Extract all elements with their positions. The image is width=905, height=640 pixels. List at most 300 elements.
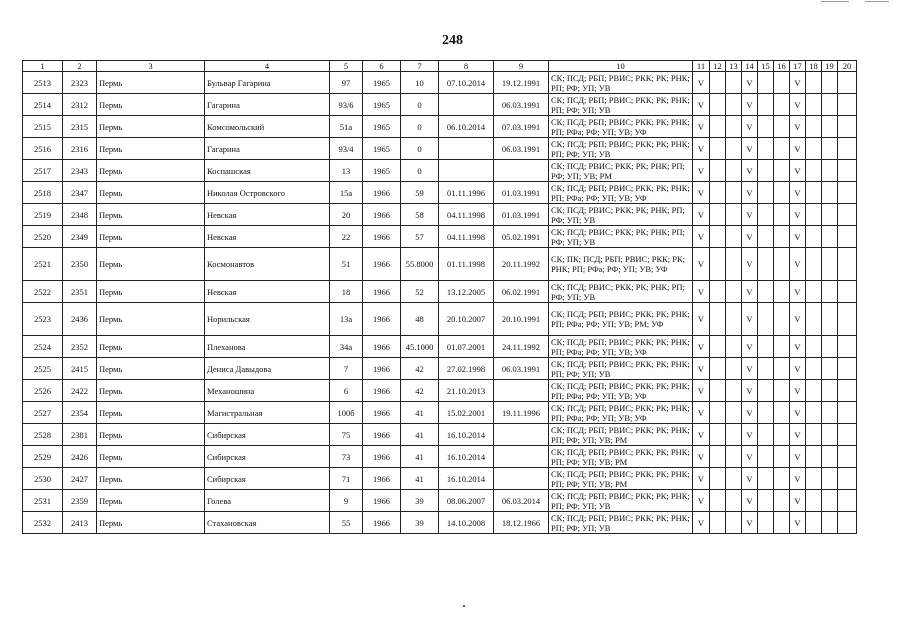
mark-cell-col-18 [806,248,822,281]
row-number-cell: 2529 [23,446,63,468]
table-row [23,72,857,94]
works-list-cell: СК; ПК; ПСД; РБП; РВИС; РКК; РК; РНК; РП; РФа; РФ; УП; УВ; УФ [549,248,693,281]
house-number-cell: 7 [330,358,363,380]
date-1-cell: 04.11.1998 [439,226,494,248]
mark-cell-col-17: V [790,446,806,468]
row-number-cell: 2528 [23,424,63,446]
mark-cell-col-17: V [790,336,806,358]
mark-cell-col-11: V [693,490,710,512]
date-2-cell: 07.03.1991 [494,116,549,138]
mark-cell-col-14: V [742,248,758,281]
mark-cell-col-20 [838,402,857,424]
mark-cell-col-14: V [742,182,758,204]
mark-cell-col-13 [726,490,742,512]
mark-cell-col-18 [806,303,822,336]
mark-cell-col-12 [710,72,726,94]
mark-cell-col-16 [774,248,790,281]
build-year-cell: 1965 [363,138,401,160]
object-id-cell: 2352 [63,336,97,358]
table-row [23,358,857,380]
mark-cell-col-14: V [742,424,758,446]
mark-cell-col-13 [726,160,742,182]
mark-cell-col-14: V [742,94,758,116]
mark-cell-col-14: V [742,402,758,424]
mark-cell-col-15 [758,512,774,534]
mark-cell-col-18 [806,72,822,94]
table-row [23,248,857,281]
mark-cell-col-15 [758,380,774,402]
mark-cell-col-13 [726,204,742,226]
mark-cell-col-17: V [790,138,806,160]
row-number-cell: 2517 [23,160,63,182]
table-row [23,94,857,116]
mark-cell-col-11: V [693,380,710,402]
table-row [23,424,857,446]
mark-cell-col-13 [726,446,742,468]
row-number-cell: 2525 [23,358,63,380]
mark-cell-col-11: V [693,248,710,281]
date-2-cell: 05.02.1991 [494,226,549,248]
row-number-cell: 2524 [23,336,63,358]
mark-cell-col-16 [774,468,790,490]
mark-cell-col-14: V [742,72,758,94]
works-list-cell: СК; ПСД; РБП; РВИС; РКК; РК; РНК; РП; РФ; УП; УВ; РМ [549,424,693,446]
mark-cell-col-19 [822,281,838,303]
object-id-cell: 2323 [63,72,97,94]
city-cell: Пермь [97,182,205,204]
house-number-cell: 13 [330,160,363,182]
mark-cell-col-15 [758,182,774,204]
mark-cell-col-18 [806,490,822,512]
city-cell: Пермь [97,303,205,336]
mark-cell-col-20 [838,512,857,534]
object-id-cell: 2315 [63,116,97,138]
mark-cell-col-18 [806,116,822,138]
mark-cell-col-20 [838,358,857,380]
wear-value-cell: 0 [401,138,439,160]
wear-value-cell: 0 [401,116,439,138]
mark-cell-col-13 [726,303,742,336]
wear-value-cell: 0 [401,94,439,116]
mark-cell-col-17: V [790,402,806,424]
column-header-1: 1 [23,61,63,72]
mark-cell-col-11: V [693,512,710,534]
mark-cell-col-16 [774,336,790,358]
city-cell: Пермь [97,94,205,116]
build-year-cell: 1966 [363,446,401,468]
city-cell: Пермь [97,160,205,182]
mark-cell-col-17: V [790,248,806,281]
mark-cell-col-17: V [790,490,806,512]
mark-cell-col-15 [758,468,774,490]
date-1-cell: 14.10.2008 [439,512,494,534]
street-cell: Механошина [205,380,330,402]
mark-cell-col-18 [806,512,822,534]
street-cell: Николая Островского [205,182,330,204]
house-number-cell: 93/6 [330,94,363,116]
mark-cell-col-17: V [790,226,806,248]
mark-cell-col-19 [822,94,838,116]
city-cell: Пермь [97,446,205,468]
date-1-cell: 20.10.2007 [439,303,494,336]
works-list-cell: СК; ПСД; РБП; РВИС; РКК; РК; РНК; РП; РФ; УП; УВ [549,72,693,94]
date-1-cell: 08.06.2007 [439,490,494,512]
build-year-cell: 1965 [363,94,401,116]
row-number-cell: 2532 [23,512,63,534]
wear-value-cell: 41 [401,446,439,468]
date-1-cell [439,160,494,182]
works-list-cell: СК; ПСД; РБП; РВИС; РКК; РК; РНК; РП; РФ; УП; УВ [549,512,693,534]
mark-cell-col-13 [726,226,742,248]
mark-cell-col-19 [822,116,838,138]
mark-cell-col-17: V [790,512,806,534]
works-list-cell: СК; ПСД; РБП; РВИС; РКК; РК; РНК; РП; РФ; УП; УВ [549,138,693,160]
column-header-20: 20 [838,61,857,72]
date-2-cell [494,446,549,468]
build-year-cell: 1966 [363,490,401,512]
column-header-2: 2 [63,61,97,72]
works-list-cell: СК; ПСД; РБП; РВИС; РКК; РК; РНК; РП; РФа; РФ; УП; УВ; РМ; УФ [549,303,693,336]
date-2-cell: 24.11.1992 [494,336,549,358]
mark-cell-col-11: V [693,160,710,182]
build-year-cell: 1965 [363,72,401,94]
house-number-cell: 13а [330,303,363,336]
works-list-cell: СК; ПСД; РБП; РВИС; РКК; РК; РНК; РП; РФ; УП; УВ [549,490,693,512]
mark-cell-col-12 [710,380,726,402]
table-row [23,116,857,138]
city-cell: Пермь [97,402,205,424]
mark-cell-col-11: V [693,226,710,248]
mark-cell-col-15 [758,303,774,336]
object-id-cell: 2350 [63,248,97,281]
mark-cell-col-13 [726,72,742,94]
column-header-15: 15 [758,61,774,72]
mark-cell-col-14: V [742,204,758,226]
mark-cell-col-11: V [693,402,710,424]
object-id-cell: 2343 [63,160,97,182]
house-number-cell: 71 [330,468,363,490]
house-number-cell: 73 [330,446,363,468]
mark-cell-col-19 [822,446,838,468]
mark-cell-col-18 [806,402,822,424]
date-2-cell: 20.11.1992 [494,248,549,281]
mark-cell-col-13 [726,380,742,402]
mark-cell-col-11: V [693,116,710,138]
row-number-cell: 2527 [23,402,63,424]
mark-cell-col-20 [838,72,857,94]
date-2-cell: 19.12.1991 [494,72,549,94]
house-number-cell: 20 [330,204,363,226]
scan-edge-mark [821,0,891,4]
mark-cell-col-12 [710,490,726,512]
mark-cell-col-12 [710,204,726,226]
row-number-cell: 2519 [23,204,63,226]
mark-cell-col-18 [806,226,822,248]
mark-cell-col-16 [774,72,790,94]
street-cell: Невская [205,281,330,303]
city-cell: Пермь [97,248,205,281]
date-2-cell: 06.03.1991 [494,94,549,116]
mark-cell-col-12 [710,358,726,380]
mark-cell-col-16 [774,94,790,116]
mark-cell-col-11: V [693,446,710,468]
mark-cell-col-20 [838,138,857,160]
mark-cell-col-19 [822,226,838,248]
object-id-cell: 2381 [63,424,97,446]
street-cell: Невская [205,226,330,248]
build-year-cell: 1966 [363,424,401,446]
mark-cell-col-16 [774,402,790,424]
mark-cell-col-15 [758,204,774,226]
page-number: 248 [442,33,463,48]
mark-cell-col-12 [710,160,726,182]
mark-cell-col-20 [838,204,857,226]
mark-cell-col-19 [822,138,838,160]
date-1-cell: 21.10.2013 [439,380,494,402]
city-cell: Пермь [97,72,205,94]
mark-cell-col-12 [710,138,726,160]
mark-cell-col-17: V [790,182,806,204]
column-header-18: 18 [806,61,822,72]
city-cell: Пермь [97,468,205,490]
mark-cell-col-16 [774,160,790,182]
mark-cell-col-20 [838,160,857,182]
mark-cell-col-15 [758,402,774,424]
street-cell: Стахановская [205,512,330,534]
mark-cell-col-13 [726,468,742,490]
date-2-cell: 20.10.1991 [494,303,549,336]
mark-cell-col-13 [726,358,742,380]
mark-cell-col-14: V [742,336,758,358]
works-list-cell: СК; ПСД; РБП; РВИС; РКК; РК; РНК; РП; РФ; УП; УВ; РМ [549,446,693,468]
row-number-cell: 2522 [23,281,63,303]
mark-cell-col-20 [838,424,857,446]
mark-cell-col-17: V [790,468,806,490]
build-year-cell: 1966 [363,182,401,204]
mark-cell-col-19 [822,490,838,512]
row-number-cell: 2518 [23,182,63,204]
mark-cell-col-11: V [693,336,710,358]
column-header-19: 19 [822,61,838,72]
mark-cell-col-19 [822,380,838,402]
date-2-cell: 06.03.1991 [494,358,549,380]
street-cell: Коспашская [205,160,330,182]
house-number-cell: 18 [330,281,363,303]
city-cell: Пермь [97,204,205,226]
wear-value-cell: 58 [401,204,439,226]
city-cell: Пермь [97,226,205,248]
mark-cell-col-13 [726,182,742,204]
object-id-cell: 2436 [63,303,97,336]
mark-cell-col-20 [838,281,857,303]
mark-cell-col-17: V [790,204,806,226]
house-number-cell: 51 [330,248,363,281]
column-header-3: 3 [97,61,205,72]
mark-cell-col-12 [710,303,726,336]
build-year-cell: 1966 [363,303,401,336]
wear-value-cell: 45.1000 [401,336,439,358]
mark-cell-col-19 [822,303,838,336]
house-number-cell: 9 [330,490,363,512]
table-row [23,490,857,512]
mark-cell-col-13 [726,512,742,534]
works-list-cell: СК; ПСД; РВИС; РКК; РК; РНК; РП; РФ; УП; УВ [549,204,693,226]
date-2-cell [494,424,549,446]
mark-cell-col-20 [838,468,857,490]
build-year-cell: 1966 [363,281,401,303]
mark-cell-col-11: V [693,204,710,226]
mark-cell-col-16 [774,358,790,380]
works-list-cell: СК; ПСД; РБП; РВИС; РКК; РК; РНК; РП; РФ; УП; УВ [549,358,693,380]
mark-cell-col-15 [758,226,774,248]
mark-cell-col-11: V [693,303,710,336]
date-1-cell [439,138,494,160]
mark-cell-col-18 [806,468,822,490]
object-id-cell: 2422 [63,380,97,402]
mark-cell-col-19 [822,204,838,226]
date-1-cell: 27.02.1998 [439,358,494,380]
house-number-cell: 22 [330,226,363,248]
wear-value-cell: 57 [401,226,439,248]
mark-cell-col-15 [758,446,774,468]
mark-cell-col-18 [806,160,822,182]
wear-value-cell: 41 [401,468,439,490]
mark-cell-col-19 [822,468,838,490]
mark-cell-col-18 [806,446,822,468]
mark-cell-col-11: V [693,94,710,116]
works-list-cell: СК; ПСД; РБП; РВИС; РКК; РК; РНК; РП; РФ; УП; УВ; РМ [549,468,693,490]
column-header-14: 14 [742,61,758,72]
mark-cell-col-11: V [693,182,710,204]
mark-cell-col-17: V [790,72,806,94]
register-table [22,60,857,534]
build-year-cell: 1966 [363,468,401,490]
mark-cell-col-19 [822,402,838,424]
mark-cell-col-19 [822,512,838,534]
mark-cell-col-19 [822,248,838,281]
mark-cell-col-18 [806,281,822,303]
mark-cell-col-12 [710,424,726,446]
date-2-cell: 01.03.1991 [494,182,549,204]
date-1-cell: 16.10.2014 [439,468,494,490]
works-list-cell: СК; ПСД; РБП; РВИС; РКК; РК; РНК; РП; РФа; РФ; УП; УВ; УФ [549,182,693,204]
mark-cell-col-18 [806,380,822,402]
object-id-cell: 2347 [63,182,97,204]
mark-cell-col-14: V [742,446,758,468]
table-row [23,204,857,226]
mark-cell-col-14: V [742,512,758,534]
house-number-cell: 15а [330,182,363,204]
mark-cell-col-11: V [693,138,710,160]
table-row [23,402,857,424]
date-2-cell [494,380,549,402]
street-cell: Голева [205,490,330,512]
mark-cell-col-16 [774,446,790,468]
date-2-cell: 06.03.2014 [494,490,549,512]
mark-cell-col-16 [774,303,790,336]
date-1-cell: 01.11.1996 [439,182,494,204]
mark-cell-col-14: V [742,281,758,303]
row-number-cell: 2514 [23,94,63,116]
wear-value-cell: 39 [401,512,439,534]
mark-cell-col-20 [838,182,857,204]
mark-cell-col-16 [774,204,790,226]
table-row [23,468,857,490]
city-cell: Пермь [97,336,205,358]
mark-cell-col-16 [774,116,790,138]
works-list-cell: СК; ПСД; РБП; РВИС; РКК; РК; РНК; РП; РФа; РФ; УП; УВ; УФ [549,380,693,402]
mark-cell-col-12 [710,512,726,534]
mark-cell-col-15 [758,94,774,116]
mark-cell-col-16 [774,226,790,248]
works-list-cell: СК; ПСД; РВИС; РКК; РК; РНК; РП; РФ; УП; УВ; РМ [549,160,693,182]
street-cell: Невская [205,204,330,226]
mark-cell-col-20 [838,303,857,336]
wear-value-cell: 41 [401,424,439,446]
mark-cell-col-12 [710,281,726,303]
mark-cell-col-15 [758,248,774,281]
mark-cell-col-14: V [742,490,758,512]
mark-cell-col-17: V [790,358,806,380]
column-header-8: 8 [439,61,494,72]
table-row [23,336,857,358]
mark-cell-col-20 [838,116,857,138]
mark-cell-col-16 [774,490,790,512]
row-number-cell: 2530 [23,468,63,490]
build-year-cell: 1966 [363,512,401,534]
table-row [23,512,857,534]
date-2-cell [494,160,549,182]
house-number-cell: 93/4 [330,138,363,160]
city-cell: Пермь [97,424,205,446]
mark-cell-col-15 [758,490,774,512]
street-cell: Дениса Давыдова [205,358,330,380]
mark-cell-col-11: V [693,424,710,446]
date-2-cell: 19.11.1996 [494,402,549,424]
mark-cell-col-17: V [790,303,806,336]
date-1-cell: 13.12.2005 [439,281,494,303]
mark-cell-col-13 [726,402,742,424]
mark-cell-col-13 [726,281,742,303]
mark-cell-col-20 [838,490,857,512]
object-id-cell: 2359 [63,490,97,512]
house-number-cell: 75 [330,424,363,446]
column-header-9: 9 [494,61,549,72]
wear-value-cell: 52 [401,281,439,303]
mark-cell-col-17: V [790,116,806,138]
mark-cell-col-14: V [742,226,758,248]
mark-cell-col-17: V [790,380,806,402]
house-number-cell: 6 [330,380,363,402]
mark-cell-col-20 [838,248,857,281]
city-cell: Пермь [97,490,205,512]
house-number-cell: 55 [330,512,363,534]
mark-cell-col-20 [838,336,857,358]
mark-cell-col-17: V [790,94,806,116]
row-number-cell: 2523 [23,303,63,336]
object-id-cell: 2415 [63,358,97,380]
table-row [23,160,857,182]
mark-cell-col-12 [710,94,726,116]
mark-cell-col-13 [726,138,742,160]
street-cell: Гагарина [205,94,330,116]
build-year-cell: 1966 [363,248,401,281]
row-number-cell: 2516 [23,138,63,160]
mark-cell-col-11: V [693,358,710,380]
date-1-cell: 16.10.2014 [439,424,494,446]
object-id-cell: 2316 [63,138,97,160]
street-cell: Космонавтов [205,248,330,281]
